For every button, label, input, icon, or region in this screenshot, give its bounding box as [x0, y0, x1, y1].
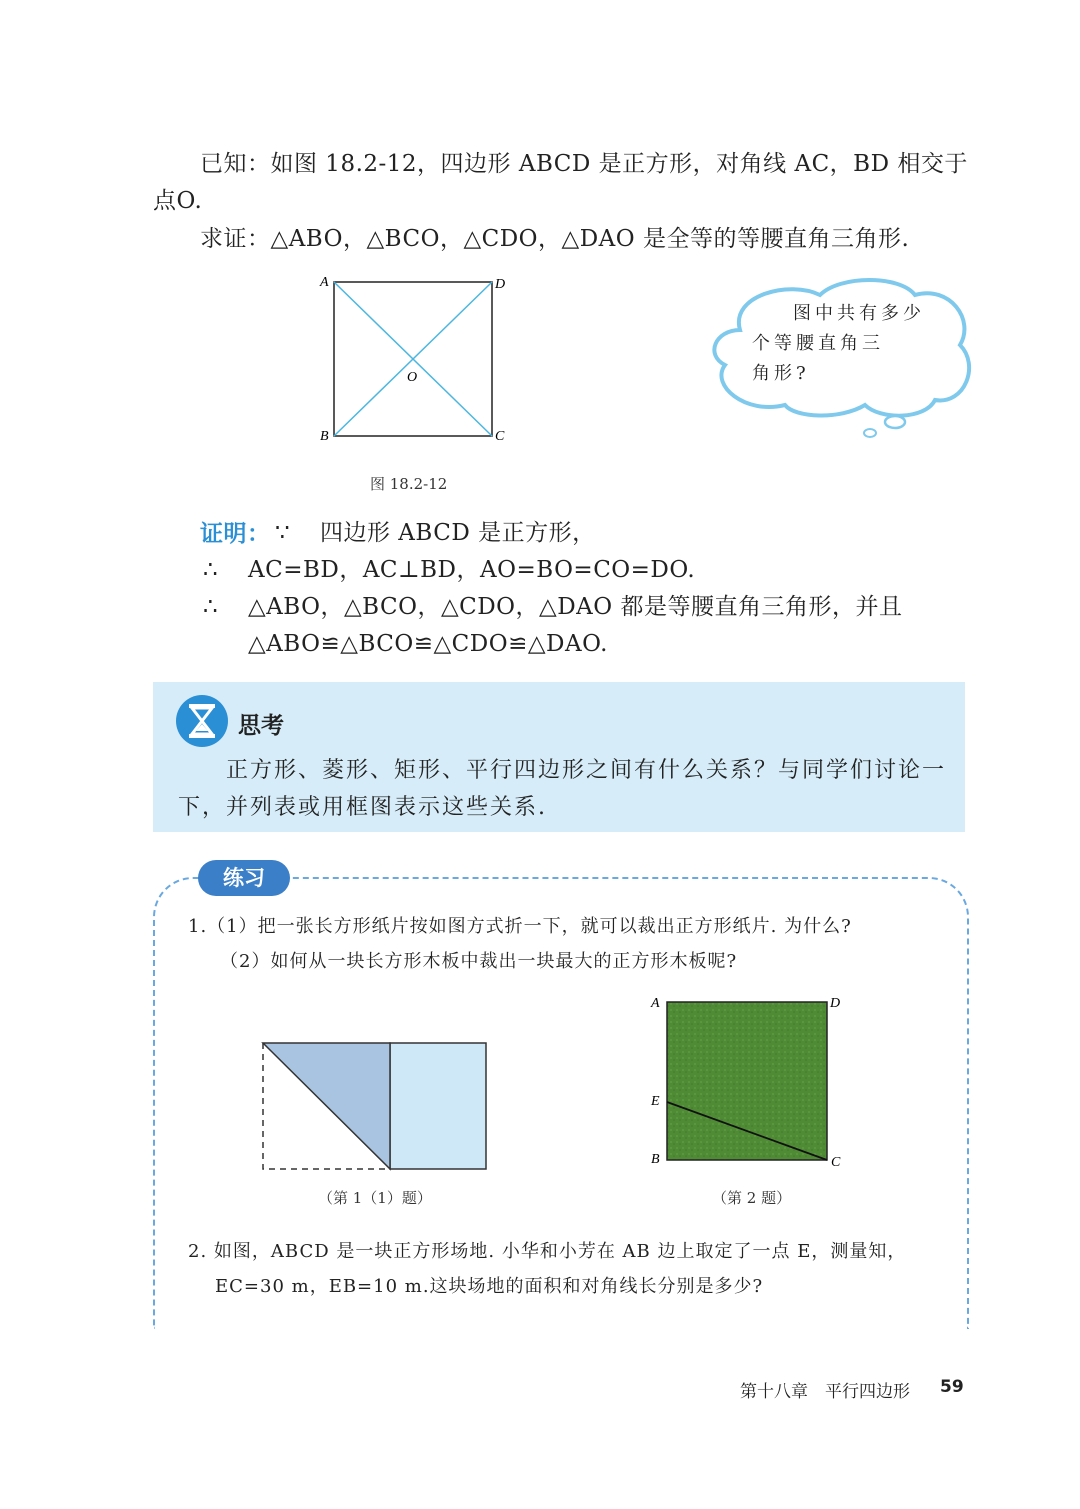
cloud-line-1: 图中共有多少 [793, 303, 925, 324]
proof-line-2: AC=BD，AC⊥BD，AO=BO=CO=DO. [248, 557, 696, 583]
question-2-line-1: 2. 如图，ABCD 是一块正方形场地. 小华和小芳在 AB 边上取定了一点 E，测量知， [188, 1241, 907, 1262]
label-o: O [407, 370, 418, 385]
question-1-part-2: （2）如何从一块长方形木板中裁出一块最大的正方形木板呢? [220, 951, 738, 972]
field-label-b: B [651, 1152, 660, 1167]
cloud-line-3: 角形? [752, 363, 810, 384]
question-2-line-2: EC=30 m，EB=10 m.这块场地的面积和对角线长分别是多少? [215, 1276, 764, 1297]
chapter-title: 第十八章 平行四边形 [740, 1382, 910, 1402]
cloud-line-2: 个等腰直角三 [752, 333, 884, 354]
proof-line-1: 四边形 ABCD 是正方形， [320, 520, 596, 546]
paper-right-part [390, 1043, 486, 1169]
field-label-e: E [651, 1094, 660, 1109]
proof-line-3: △ABO，△BCO，△CDO，△DAO 都是等腰直角三角形，并且 [248, 594, 903, 620]
because-symbol: ∵ [275, 520, 291, 546]
square-diagram [310, 268, 530, 453]
therefore-symbol-1: ∴ [203, 557, 219, 583]
page-number: 59 [940, 1377, 964, 1397]
field-diagram [645, 990, 855, 1175]
fig2-caption: （第 2 题） [712, 1189, 792, 1207]
practice-tag: 练习 [198, 860, 290, 896]
given-line-1: 已知：如图 18.2-12，四边形 ABCD 是正方形，对角线 AC，BD 相交于 [200, 151, 968, 177]
cloud-bubble-1 [885, 416, 905, 428]
field-square [667, 1002, 827, 1160]
field-label-d: D [830, 996, 841, 1011]
field-label-a: A [651, 996, 660, 1011]
therefore-symbol-2: ∴ [203, 594, 219, 620]
label-b: B [320, 429, 329, 444]
given-line-2: 点O. [153, 188, 203, 214]
think-text: 正方形、菱形、矩形、平行四边形之间有什么关系？与同学们讨论一下，并列表或用框图表示这些关系. [178, 758, 947, 820]
figure-caption: 图 18.2-12 [370, 475, 448, 493]
fig1-caption: （第 1（1）题） [318, 1189, 432, 1207]
proof-line-4: △ABO≌△BCO≌△CDO≌△DAO. [248, 631, 608, 657]
label-c: C [495, 429, 505, 444]
think-title: 思考 [238, 713, 284, 739]
proof-label: 证明： [200, 520, 271, 547]
field-label-c: C [831, 1155, 841, 1170]
cloud-bubble-2 [864, 429, 876, 437]
question-1-part-1: 1.（1）把一张长方形纸片按如图方式折一下，就可以裁出正方形纸片. 为什么? [188, 916, 852, 937]
prove-statement: 求证：△ABO，△BCO，△CDO，△DAO 是全等的等腰直角三角形. [200, 226, 910, 252]
folded-paper-diagram [255, 1035, 495, 1175]
label-d: D [495, 277, 506, 292]
hourglass-icon [175, 694, 229, 748]
folded-triangle [263, 1043, 390, 1169]
label-a: A [320, 275, 329, 290]
